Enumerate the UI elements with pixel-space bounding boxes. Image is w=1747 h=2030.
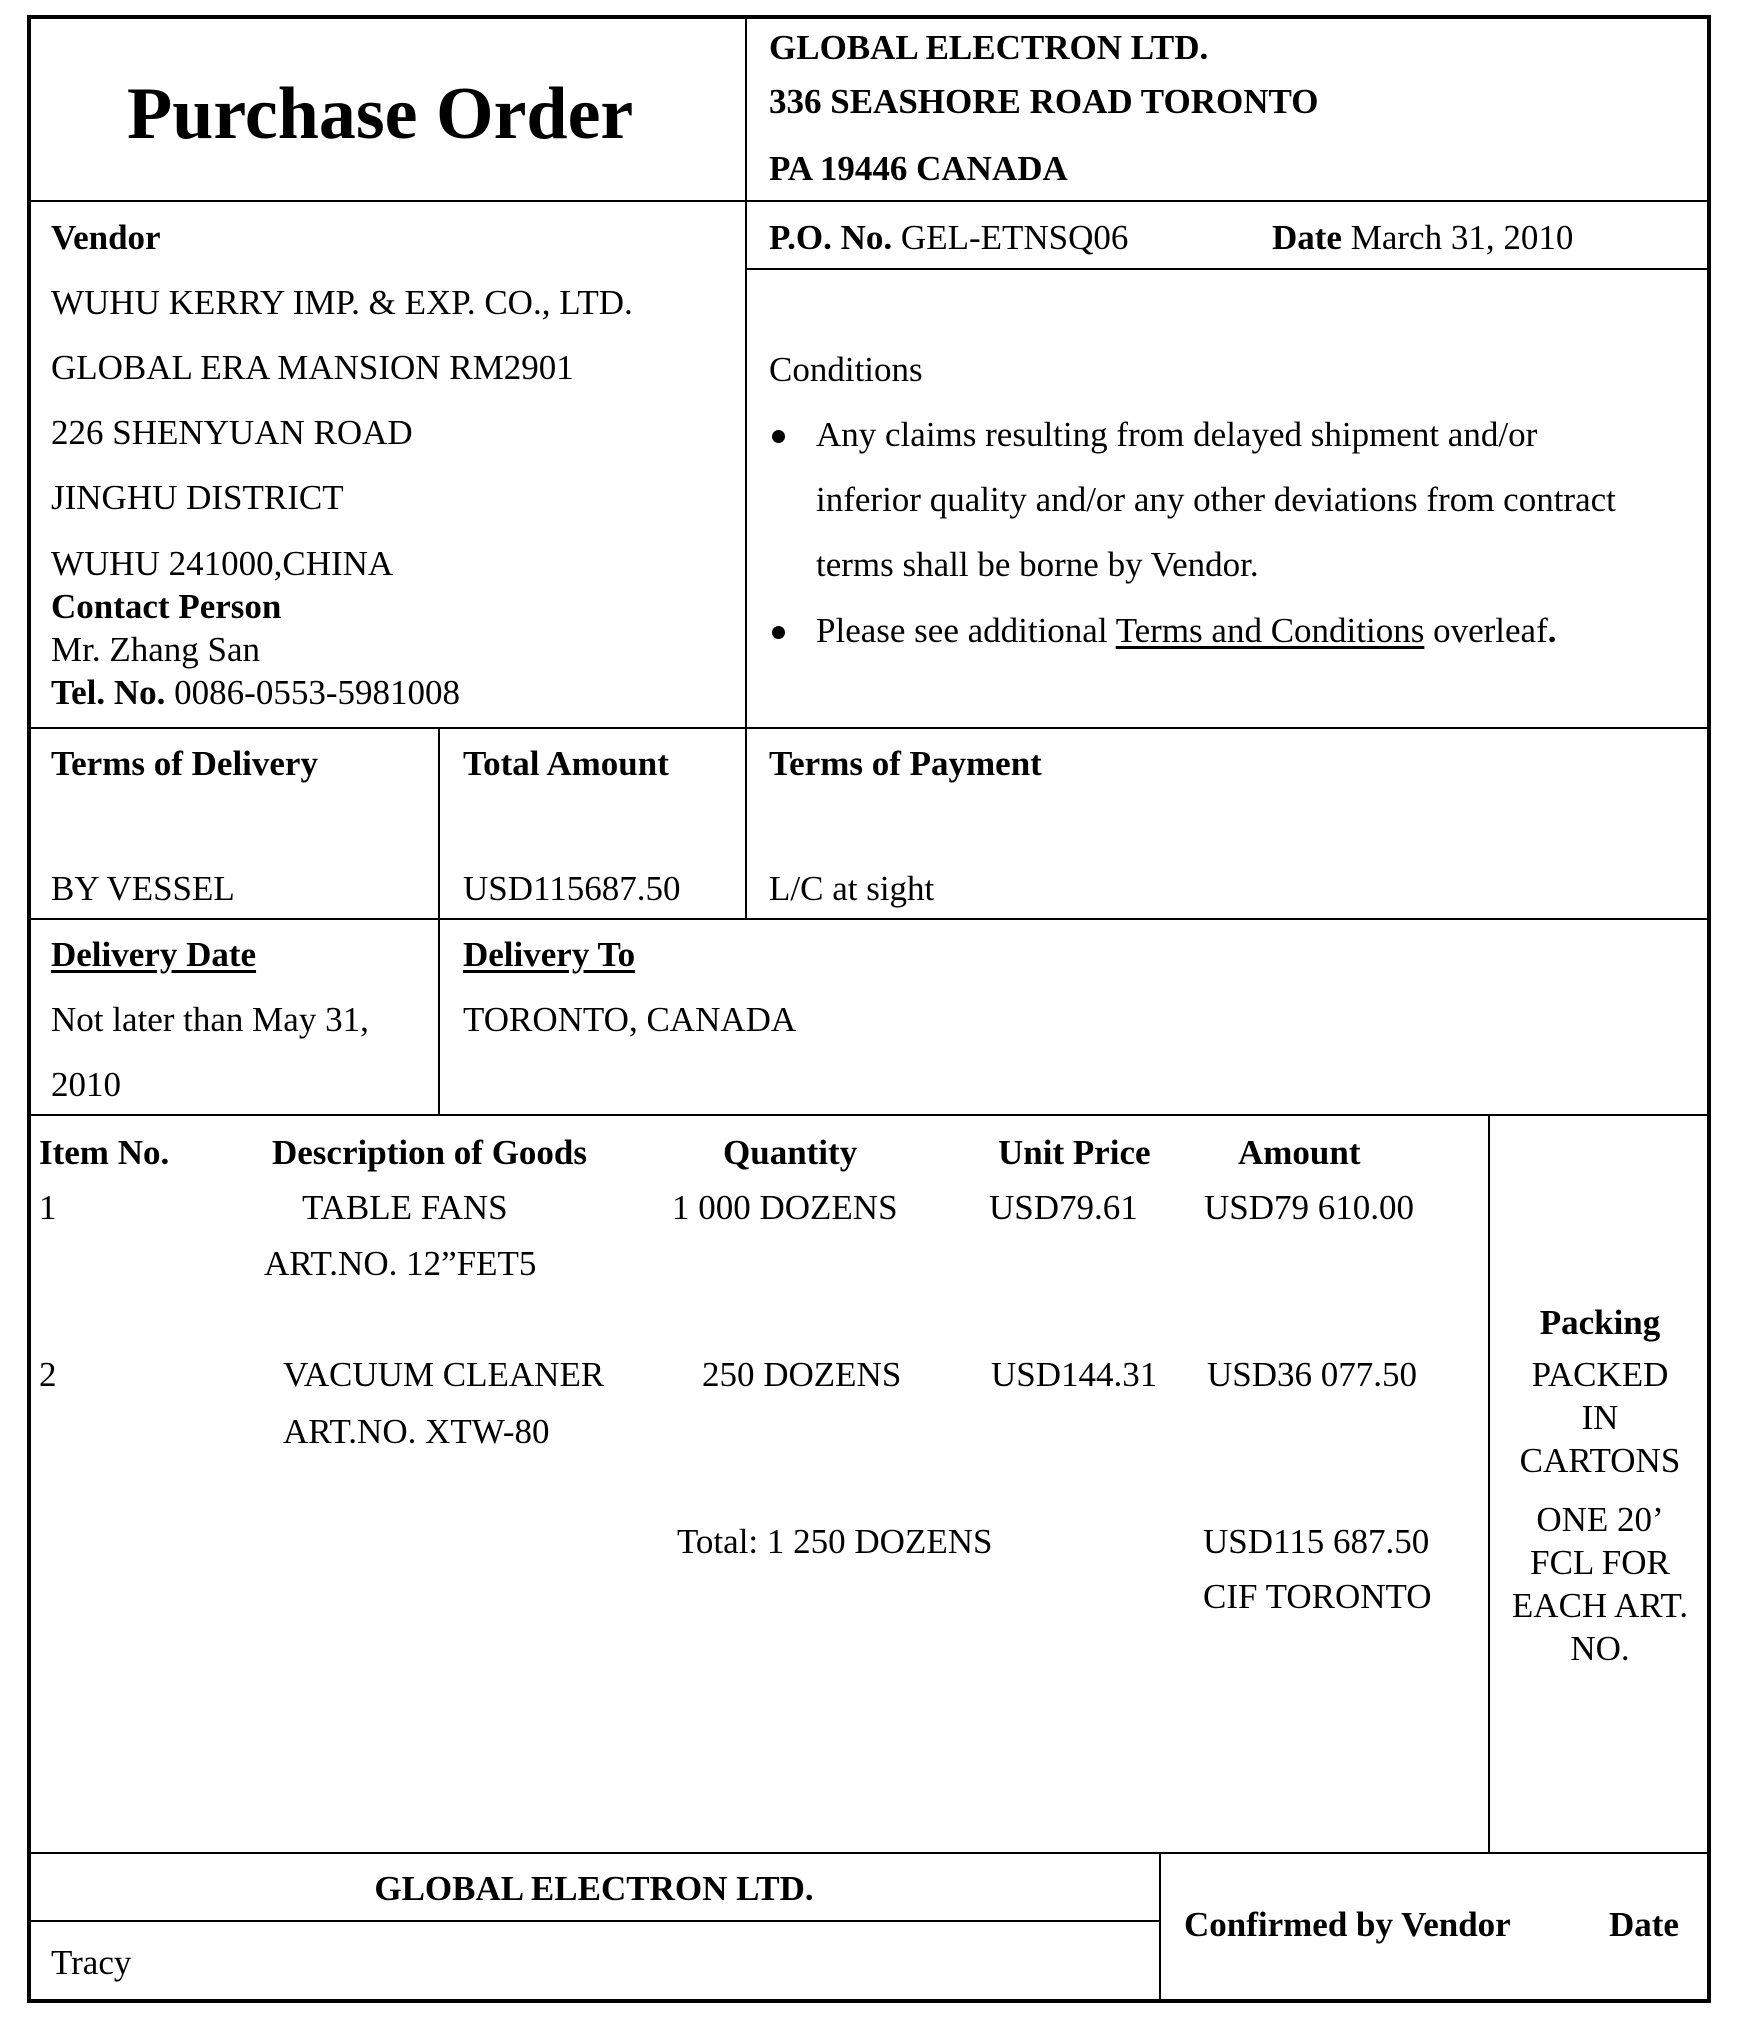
delivery-date-line2: 2010 bbox=[51, 1065, 121, 1104]
header-amount: Amount bbox=[1238, 1133, 1361, 1172]
condition-1-line1: Any claims resulting from delayed shipment and/or bbox=[816, 415, 1538, 454]
condition-2 bbox=[816, 611, 1557, 651]
bullet-icon bbox=[772, 430, 785, 443]
header-unit-price: Unit Price bbox=[998, 1133, 1151, 1172]
divider-col-footer bbox=[1159, 1852, 1161, 2003]
divider-footer-inner bbox=[29, 1920, 1159, 1922]
po-number bbox=[769, 218, 1128, 258]
divider-po-row bbox=[745, 268, 1709, 270]
row2-unit-price: USD144.31 bbox=[991, 1355, 1158, 1394]
terms-of-payment-value: L/C at sight bbox=[769, 869, 935, 908]
header-item-no: Item No. bbox=[39, 1133, 170, 1172]
tel-value: 0086-0553-5981008 bbox=[174, 673, 460, 712]
contact-person-label: Contact Person bbox=[51, 587, 282, 626]
divider-goods-bottom bbox=[29, 1852, 1709, 1854]
total-quantity: Total: 1 250 DOZENS bbox=[677, 1522, 993, 1561]
terms-and-conditions-link[interactable]: Terms and Conditions bbox=[1115, 611, 1425, 650]
total-amount-value: USD115687.50 bbox=[463, 869, 681, 908]
footer-company-name: GLOBAL ELECTRON LTD. bbox=[374, 1869, 814, 1908]
vendor-address-line4: WUHU 241000,CHINA bbox=[51, 544, 394, 583]
bullet-icon bbox=[772, 626, 785, 639]
row1-unit-price: USD79.61 bbox=[989, 1188, 1138, 1227]
packing-label: Packing bbox=[1539, 1303, 1661, 1342]
confirmed-by-vendor-label: Confirmed by Vendor bbox=[1184, 1905, 1511, 1944]
terms-of-payment-label: Terms of Payment bbox=[769, 744, 1042, 783]
delivery-date-label: Delivery Date bbox=[51, 935, 257, 974]
packing-line7: NO. bbox=[1570, 1629, 1630, 1668]
condition-2-period: . bbox=[1547, 611, 1557, 650]
divider-header bbox=[29, 200, 1709, 202]
divider-terms-bottom bbox=[29, 918, 1709, 920]
tel-label: Tel. No. bbox=[51, 673, 166, 712]
packing-line4: ONE 20’ bbox=[1536, 1500, 1664, 1539]
page-title: Purchase Order bbox=[127, 73, 634, 155]
vendor-address-line1: GLOBAL ERA MANSION RM2901 bbox=[51, 348, 574, 387]
company-address-line1: 336 SEASHORE ROAD TORONTO bbox=[769, 82, 1319, 121]
po-date-value: March 31, 2010 bbox=[1350, 218, 1574, 257]
divider-delivery-bottom bbox=[29, 1114, 1709, 1116]
contact-person-name: Mr. Zhang San bbox=[51, 630, 261, 669]
delivery-date-line1: Not later than May 31, bbox=[51, 1000, 369, 1039]
delivery-to-label: Delivery To bbox=[463, 935, 636, 974]
packing-line5: FCL FOR bbox=[1530, 1543, 1670, 1582]
header-quantity: Quantity bbox=[723, 1133, 858, 1172]
condition-1-line3: terms shall be borne by Vendor. bbox=[816, 545, 1259, 584]
divider-col-main bbox=[745, 18, 747, 920]
row2-description: VACUUM CLEANER bbox=[283, 1355, 605, 1394]
divider-vendor-bottom bbox=[29, 727, 1709, 729]
row1-amount: USD79 610.00 bbox=[1204, 1188, 1415, 1227]
row2-amount: USD36 077.50 bbox=[1207, 1355, 1418, 1394]
condition-1-line2: inferior quality and/or any other deviations from contract bbox=[816, 480, 1616, 519]
company-address-line2: PA 19446 CANADA bbox=[769, 149, 1068, 188]
delivery-to-value: TORONTO, CANADA bbox=[463, 1000, 797, 1039]
po-number-label: P.O. No. bbox=[769, 218, 893, 257]
packing-line2: IN bbox=[1581, 1398, 1619, 1437]
vendor-name: WUHU KERRY IMP. & EXP. CO., LTD. bbox=[51, 283, 633, 322]
row1-description: TABLE FANS bbox=[302, 1188, 508, 1227]
packing-line3: CARTONS bbox=[1519, 1441, 1681, 1480]
row1-article-no: ART.NO. 12”FET5 bbox=[264, 1244, 537, 1283]
po-date-label: Date bbox=[1272, 218, 1342, 257]
packing-line1: PACKED bbox=[1531, 1355, 1669, 1394]
condition-2-suffix: overleaf bbox=[1433, 611, 1548, 650]
row1-quantity: 1 000 DOZENS bbox=[672, 1188, 898, 1227]
row2-quantity: 250 DOZENS bbox=[702, 1355, 902, 1394]
conditions-label: Conditions bbox=[769, 350, 923, 389]
divider-col-packing bbox=[1488, 1114, 1490, 1854]
terms-of-delivery-label: Terms of Delivery bbox=[51, 744, 318, 783]
row2-item-no: 2 bbox=[39, 1355, 57, 1394]
total-terms: CIF TORONTO bbox=[1203, 1577, 1432, 1616]
total-amount: USD115 687.50 bbox=[1203, 1522, 1430, 1561]
vendor-address-line2: 226 SHENYUAN ROAD bbox=[51, 413, 413, 452]
footer-date-label: Date bbox=[1609, 1905, 1679, 1944]
vendor-telephone bbox=[51, 673, 460, 713]
company-name: GLOBAL ELECTRON LTD. bbox=[769, 28, 1209, 67]
divider-col-terms bbox=[438, 727, 440, 1116]
header-description: Description of Goods bbox=[272, 1133, 587, 1172]
condition-2-prefix: Please see additional bbox=[816, 611, 1108, 650]
vendor-address-line3: JINGHU DISTRICT bbox=[51, 478, 344, 517]
vendor-label: Vendor bbox=[51, 218, 161, 257]
terms-of-delivery-value: BY VESSEL bbox=[51, 869, 235, 908]
packing-line6: EACH ART. bbox=[1511, 1586, 1689, 1625]
footer-signatory: Tracy bbox=[51, 1943, 132, 1982]
po-date bbox=[1272, 218, 1573, 258]
po-number-value: GEL-ETNSQ06 bbox=[900, 218, 1129, 257]
total-amount-label: Total Amount bbox=[463, 744, 669, 783]
row1-item-no: 1 bbox=[39, 1188, 57, 1227]
row2-article-no: ART.NO. XTW-80 bbox=[283, 1412, 550, 1451]
